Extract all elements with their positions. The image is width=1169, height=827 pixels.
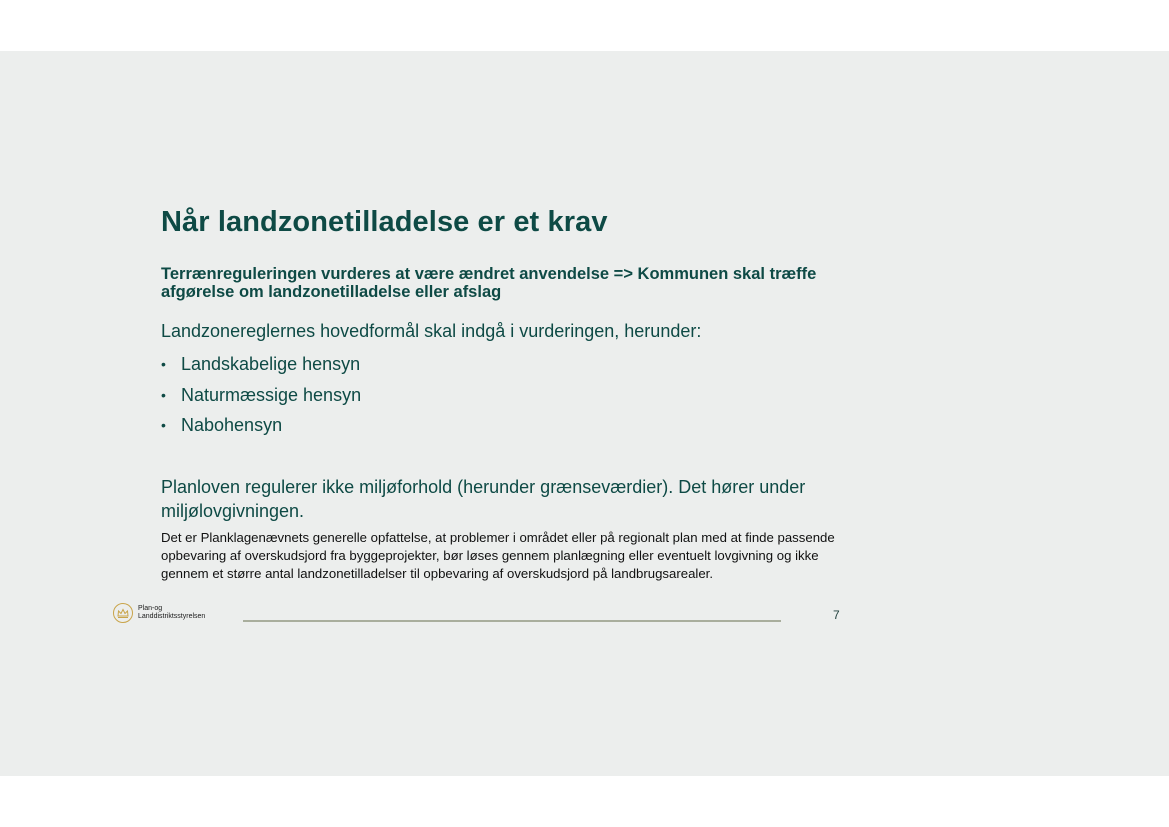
logo-line-2: Landdistriktsstyrelsen — [138, 613, 206, 620]
bullet-icon: • — [161, 417, 166, 433]
bullet-item — [161, 382, 361, 413]
logo-text — [138, 605, 205, 621]
slide-title: Når landzonetilladelse er et krav — [161, 206, 608, 238]
crown-icon-graphic — [117, 608, 129, 619]
agency-logo — [113, 603, 205, 623]
planloven-text: Planloven regulerer ikke miljøforhold (herunder grænseværdier). Det hører under miljølovgivningen. — [161, 477, 806, 521]
footer-divider — [243, 620, 781, 622]
bullet-text: Landskabelige hensyn — [181, 354, 361, 374]
crown-icon — [113, 603, 133, 623]
intro-text: Landzonereglernes hovedformål skal indgå i vurderingen, herunder: — [161, 321, 702, 341]
bullet-text: Naturmæssige hensyn — [181, 384, 362, 405]
bullet-icon: • — [161, 386, 166, 403]
slide-subtitle: Terrænreguleringen vurderes at være ændret anvendelse => Kommunen skal træffe afgørelse om landzonetilladelse eller afslag — [161, 265, 817, 301]
logo-line-1: Plan-og — [138, 605, 163, 612]
bullet-icon: • — [161, 356, 166, 372]
body-paragraph: Det er Planklagenævnets generelle opfattelse, at problemer i området eller på regionalt plan med at finde passende opbevaring af overskudsjord fra byggeprojekter, bør løses gennem planlægning eller eventuelt lovgivning og ikke gennem et større antal landzonetilladelser til opbevaring af overskudsjord på landbrugsarealer. — [161, 530, 835, 581]
bullet-item — [161, 351, 361, 382]
bullet-item — [161, 412, 361, 443]
bullet-text: Nabohensyn — [181, 415, 283, 435]
page-number: 7 — [833, 608, 840, 622]
bullet-list — [161, 351, 361, 443]
slide — [0, 51, 1169, 776]
